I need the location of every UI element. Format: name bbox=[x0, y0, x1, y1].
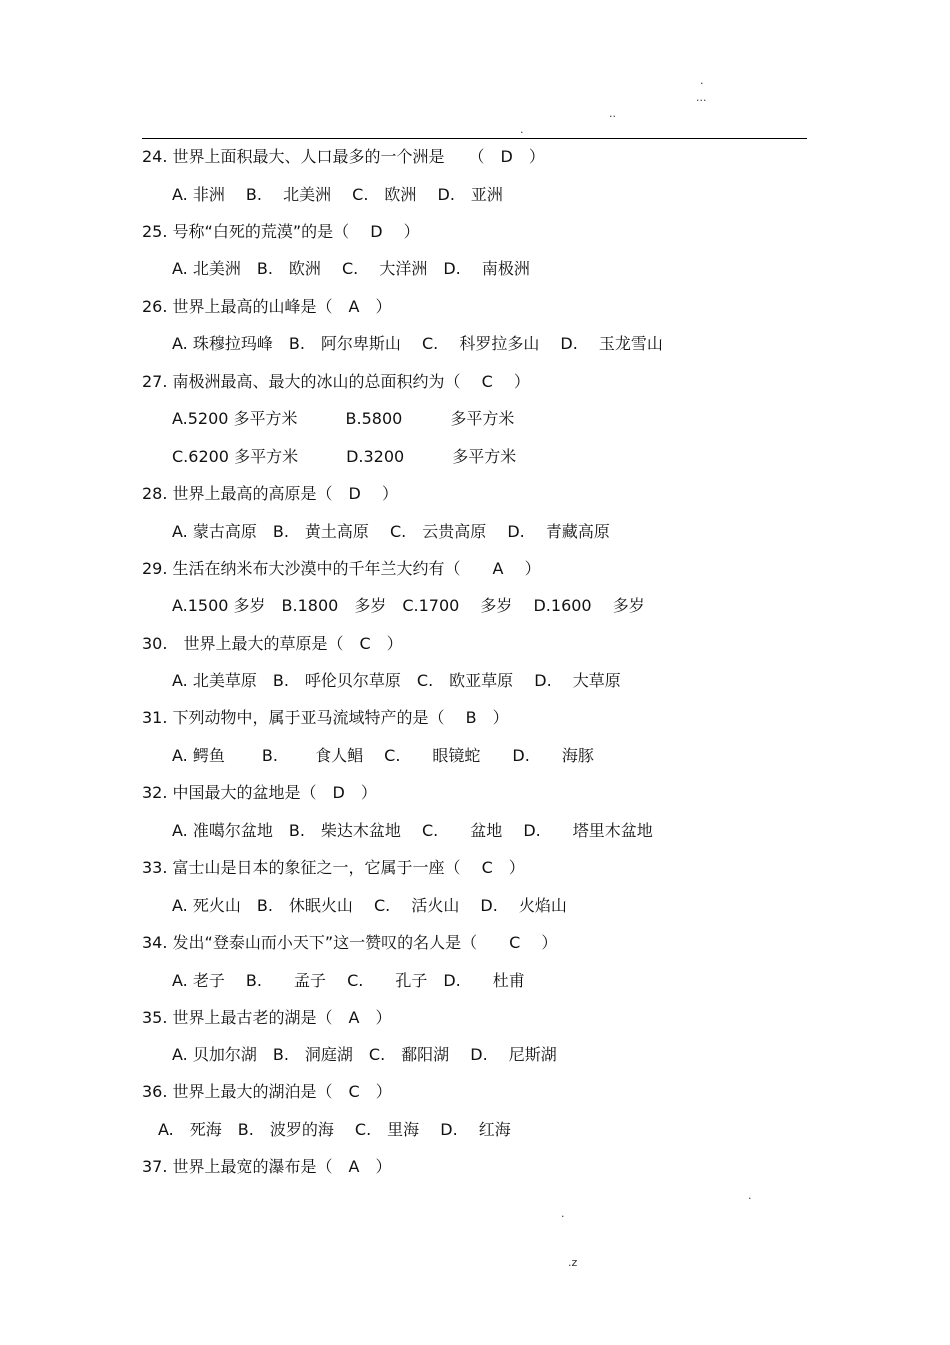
question-stem: 36. 世界上最大的湖泊是（ C ） bbox=[142, 1082, 392, 1101]
question-options: A.5200 多平方米 B.5800 多平方米 bbox=[172, 409, 515, 428]
header-mark: ... bbox=[696, 91, 707, 104]
question-options: A. 老子 B. 孟子 C. 孔子 D. 杜甫 bbox=[172, 971, 525, 990]
question-options: A. 北美草原 B. 呼伦贝尔草原 C. 欧亚草原 D. 大草原 bbox=[172, 671, 621, 690]
question-stem: 31. 下列动物中，属于亚马流域特产的是（ B ） bbox=[142, 708, 509, 727]
header-mark: .. bbox=[609, 107, 616, 120]
question-options: A. 死火山 B. 休眠火山 C. 活火山 D. 火焰山 bbox=[172, 896, 567, 915]
question-options: A. 鳄鱼 B. 食人鲳 C. 眼镜蛇 D. 海豚 bbox=[172, 746, 594, 765]
header-mark: . bbox=[700, 74, 704, 87]
question-stem: 30. 世界上最大的草原是（ C ） bbox=[142, 634, 403, 653]
question-options: A. 非洲 B. 北美洲 C. 欧洲 D. 亚洲 bbox=[172, 185, 503, 204]
question-options: A. 贝加尔湖 B. 洞庭湖 C. 鄱阳湖 D. 尼斯湖 bbox=[172, 1045, 557, 1064]
question-options: A. 准噶尔盆地 B. 柴达木盆地 C. 盆地 D. 塔里木盆地 bbox=[172, 821, 653, 840]
question-options: A.1500 多岁 B.1800 多岁 C.1700 多岁 D.1600 多岁 bbox=[172, 596, 645, 615]
question-options: A. 珠穆拉玛峰 B. 阿尔卑斯山 C. 科罗拉多山 D. 玉龙雪山 bbox=[172, 334, 663, 353]
footer-mark: . bbox=[561, 1207, 565, 1220]
header-rule bbox=[142, 138, 807, 139]
question-options: A. 北美洲 B. 欧洲 C. 大洋洲 D. 南极洲 bbox=[172, 259, 530, 278]
question-stem: 33. 富士山是日本的象征之一，它属于一座（ C ） bbox=[142, 858, 525, 877]
footer-mark: .z bbox=[568, 1256, 578, 1269]
question-stem: 34. 发出“登泰山而小天下”这一赞叹的名人是（ C ） bbox=[142, 933, 558, 952]
question-stem: 24. 世界上面积最大、人口最多的一个洲是 （ D ） bbox=[142, 147, 545, 166]
question-stem: 27. 南极洲最高、最大的冰山的总面积约为（ C ） bbox=[142, 372, 530, 391]
question-stem: 26. 世界上最高的山峰是（ A ） bbox=[142, 297, 392, 316]
question-stem: 37. 世界上最宽的瀑布是（ A ） bbox=[142, 1157, 392, 1176]
header-mark: . bbox=[520, 123, 524, 136]
question-stem: 32. 中国最大的盆地是（ D ） bbox=[142, 783, 377, 802]
question-stem: 28. 世界上最高的高原是（ D ） bbox=[142, 484, 398, 503]
question-stem: 35. 世界上最古老的湖是（ A ） bbox=[142, 1008, 392, 1027]
question-options: A. 蒙古高原 B. 黄土高原 C. 云贵高原 D. 青藏高原 bbox=[172, 522, 610, 541]
question-options: A. 死海 B. 波罗的海 C. 里海 D. 红海 bbox=[158, 1120, 511, 1139]
question-stem: 25. 号称“白死的荒漠”的是（ D ） bbox=[142, 222, 420, 241]
footer-mark: . bbox=[748, 1189, 752, 1202]
question-stem: 29. 生活在纳米布大沙漠中的千年兰大约有（ A ） bbox=[142, 559, 541, 578]
question-options: C.6200 多平方米 D.3200 多平方米 bbox=[172, 447, 517, 466]
